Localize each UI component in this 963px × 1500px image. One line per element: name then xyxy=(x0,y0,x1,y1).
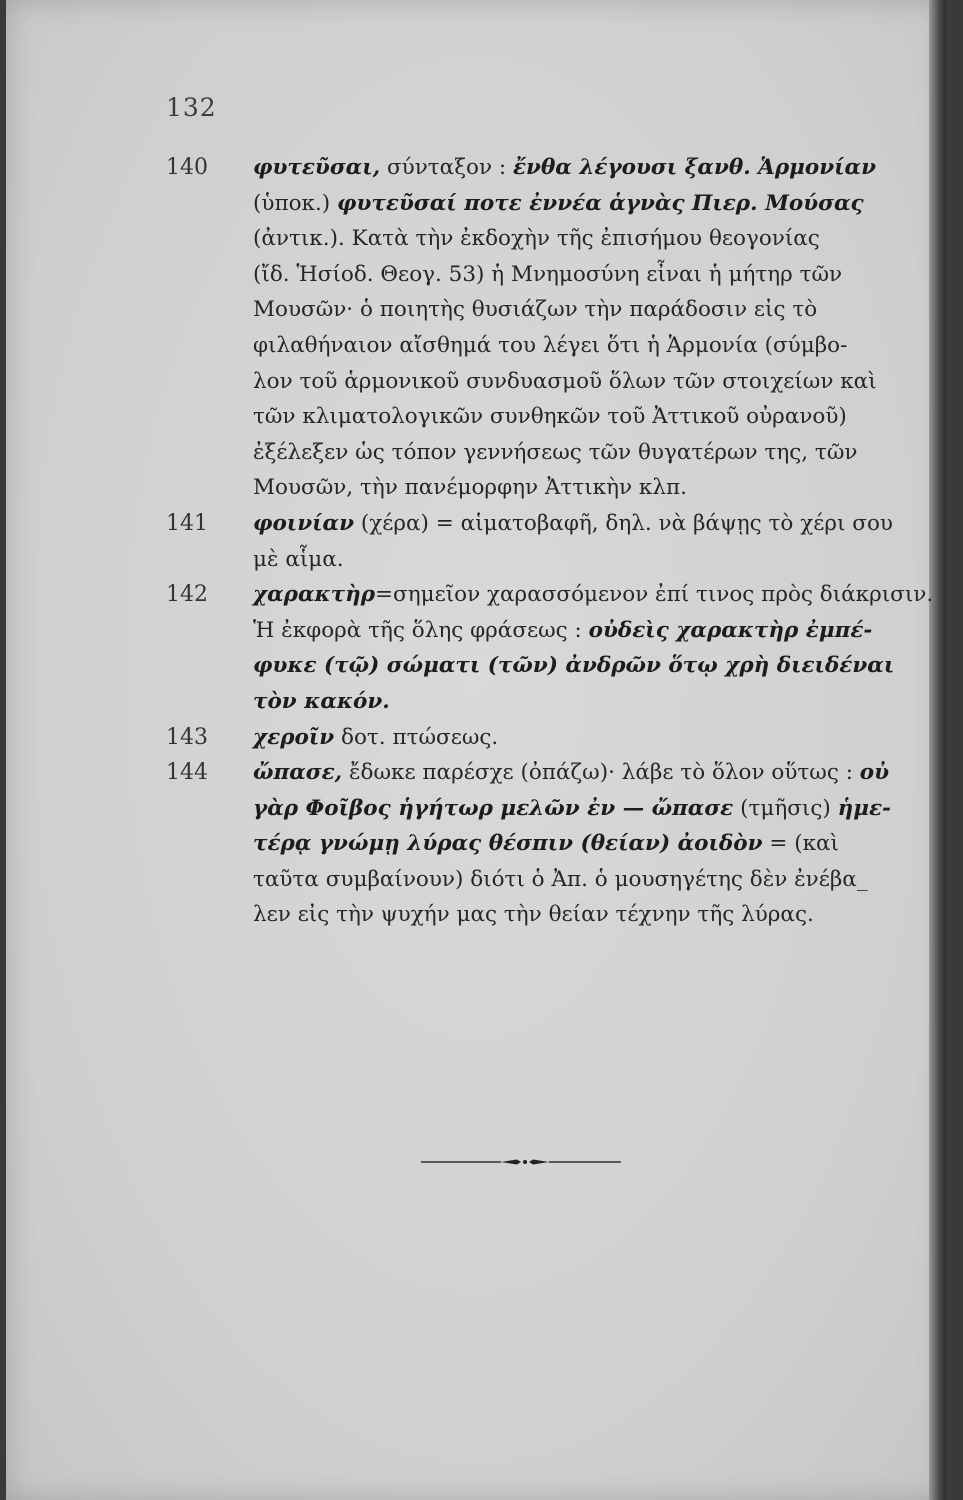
note-number: 140 xyxy=(166,155,208,180)
note-line xyxy=(253,399,936,435)
note-line xyxy=(253,613,936,649)
lemma-text: φυτεῦσαι, xyxy=(253,155,381,180)
lemma-text: γὰρ Φοῖβος ἡγήτωρ μελῶν ἐν — ὤπασε xyxy=(253,795,734,821)
note-line xyxy=(253,470,936,506)
lemma-text: τὸν κακόν. xyxy=(253,688,390,714)
note-line xyxy=(253,150,936,186)
lemma-text: φυτεῦσαί ποτε ἐννέα ἁγνὰς Πιερ. Μούσας xyxy=(337,190,864,216)
note-line xyxy=(253,506,936,542)
note-line xyxy=(253,826,936,862)
note-number: 143 xyxy=(166,724,208,750)
note-line xyxy=(253,186,936,222)
gloss-text: τῶν κλιματολογικῶν συνθηκῶν τοῦ Ἀττικοῦ οὐρανοῦ) xyxy=(253,404,847,430)
gloss-text: = (καὶ xyxy=(762,831,839,857)
gloss-text: σύνταξον : xyxy=(380,155,513,180)
gloss-text: (τμῆσις) xyxy=(733,795,838,821)
note-line xyxy=(253,364,936,400)
commentary-notes xyxy=(166,150,936,933)
note-text xyxy=(253,506,936,577)
note-line xyxy=(253,328,936,364)
note-line xyxy=(253,292,936,328)
gloss-text: (ἴδ. Ἡσίοδ. Θεογ. 53) ἡ Μνημοσύνη εἶναι ἡ μήτηρ τῶν xyxy=(253,261,843,287)
lemma-text: φοινίαν xyxy=(253,510,354,536)
gloss-text: (ἀντικ.). Κατὰ τὴν ἐκδοχὴν τῆς ἐπισήμου θεογονίας xyxy=(253,226,820,252)
note-line xyxy=(253,257,936,293)
note-text xyxy=(253,755,936,933)
gloss-text: μὲ αἷμα. xyxy=(253,546,344,572)
note-number: 144 xyxy=(166,760,208,786)
note-line xyxy=(253,720,936,756)
note-line xyxy=(253,435,936,471)
lemma-text: φυκε (τῷ) σώματι (τῶν) ἀνδρῶν ὅτῳ χρὴ διειδέναι xyxy=(253,653,895,679)
gloss-text: Μουσῶν· ὁ ποιητὴς θυσιάζων τὴν παράδοσιν εἰς τὸ xyxy=(253,297,818,323)
note-number: 141 xyxy=(166,510,208,536)
note-entry xyxy=(166,577,936,719)
gloss-text: λεν εἰς τὴν ψυχήν μας τὴν θείαν τέχνην τῆς λύρας. xyxy=(253,902,814,928)
gloss-text: ταῦτα συμβαίνουν) διότι ὁ Ἀπ. ὁ μουσηγέτης δὲν ἐνέβα_ xyxy=(253,866,868,892)
note-entry xyxy=(166,150,936,506)
note-number: 142 xyxy=(166,582,208,608)
note-entry xyxy=(166,720,936,756)
note-line xyxy=(253,791,936,827)
lemma-text: ὤπασε, xyxy=(253,760,343,786)
note-line xyxy=(253,221,936,257)
lemma-text: οὐ xyxy=(859,760,890,786)
gloss-text: φιλαθήναιον αἴσθημά του λέγει ὅτι ἡ Ἁρμονία (σύμβο- xyxy=(253,332,848,358)
note-text xyxy=(253,577,936,719)
gloss-text: Μουσῶν, τὴν πανέμορφην Ἀττικὴν κλπ. xyxy=(253,475,687,501)
gloss-text: ἐξέλεξεν ὡς τόπον γεννήσεως τῶν θυγατέρων της, τῶν xyxy=(253,439,858,465)
note-line xyxy=(253,755,936,791)
note-entry xyxy=(166,755,936,933)
book-page xyxy=(6,0,946,1500)
note-line xyxy=(253,542,936,578)
note-line xyxy=(253,862,936,898)
page-number: 132 xyxy=(166,93,217,122)
lemma-text: τέρᾳ γνώμῃ λύρας θέσπιν (θείαν) ἀοιδὸν xyxy=(253,831,763,857)
note-text xyxy=(253,150,936,506)
note-entry xyxy=(166,506,936,577)
gloss-text: Ἡ ἐκφορὰ τῆς ὅλης φράσεως : xyxy=(253,617,589,643)
section-end-ornament xyxy=(421,1158,621,1166)
lemma-text: οὐδεὶς χαρακτὴρ ἐμπέ- xyxy=(588,617,873,643)
lemma-text: χαρακτὴρ xyxy=(253,582,376,608)
gloss-text: =σημεῖον χαρασσόμενον ἐπί τινος πρὸς διάκρισιν. xyxy=(375,582,934,608)
gloss-text: λον τοῦ ἁρμονικοῦ συνδυασμοῦ ὅλων τῶν στοιχείων καὶ xyxy=(253,368,877,394)
gloss-text: ἔδωκε παρέσχε (ὀπάζω)· λάβε τὸ ὅλον οὕτως : xyxy=(342,760,860,786)
note-line xyxy=(253,684,936,720)
gloss-text: (χέρα) = αἱματοβαφῆ, δηλ. νὰ βάψῃς τὸ χέρι σου xyxy=(353,510,893,536)
note-line xyxy=(253,897,936,933)
lemma-text: ἔνθα λέγουσι ξανθ. Ἁρμονίαν xyxy=(512,155,877,180)
lemma-text: χεροῖν xyxy=(253,724,335,750)
note-text xyxy=(253,720,936,756)
gloss-text: (ὑποκ.) xyxy=(253,190,338,216)
lemma-text: ἡμε- xyxy=(837,795,891,821)
gloss-text: δοτ. πτώσεως. xyxy=(334,724,499,750)
note-line xyxy=(253,577,936,613)
note-line xyxy=(253,648,936,684)
